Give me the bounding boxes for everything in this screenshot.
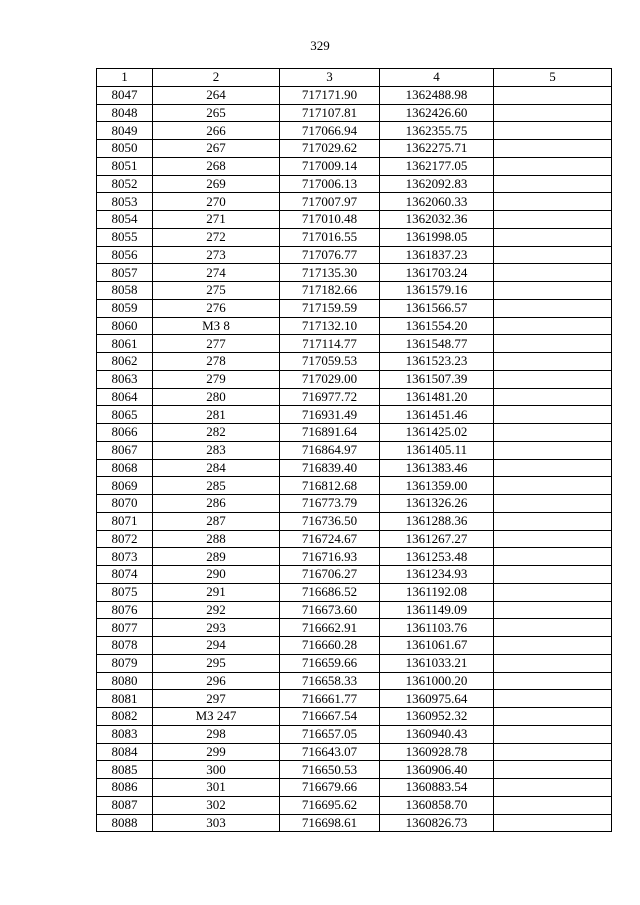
column-header-4: 4 — [380, 69, 494, 87]
y-coordinate-cell: 1360928.78 — [380, 743, 494, 761]
table-row — [97, 264, 612, 282]
y-coordinate-cell: 1361103.76 — [380, 619, 494, 637]
table-row — [97, 725, 612, 743]
point-number-cell: 8088 — [97, 814, 153, 832]
point-number-cell: 8052 — [97, 175, 153, 193]
point-id-cell: 300 — [153, 761, 280, 779]
point-id-cell: 282 — [153, 424, 280, 442]
point-number-cell: 8072 — [97, 530, 153, 548]
point-number-cell: 8085 — [97, 761, 153, 779]
table-row — [97, 317, 612, 335]
point-id-cell: 268 — [153, 157, 280, 175]
y-coordinate-cell: 1361000.20 — [380, 672, 494, 690]
note-cell — [494, 317, 612, 335]
y-coordinate-cell: 1362177.05 — [380, 157, 494, 175]
y-coordinate-cell: 1360858.70 — [380, 796, 494, 814]
table-row — [97, 246, 612, 264]
point-number-cell: 8058 — [97, 282, 153, 300]
point-id-cell: 266 — [153, 122, 280, 140]
y-coordinate-cell: 1362275.71 — [380, 140, 494, 158]
y-coordinate-cell: 1360975.64 — [380, 690, 494, 708]
table-row — [97, 282, 612, 300]
x-coordinate-cell: 716662.91 — [280, 619, 380, 637]
table-row — [97, 86, 612, 104]
x-coordinate-cell: 717029.62 — [280, 140, 380, 158]
table-row — [97, 104, 612, 122]
x-coordinate-cell: 717009.14 — [280, 157, 380, 175]
y-coordinate-cell: 1361566.57 — [380, 299, 494, 317]
table-row — [97, 583, 612, 601]
point-id-cell: 279 — [153, 370, 280, 388]
note-cell — [494, 477, 612, 495]
point-id-cell: 278 — [153, 353, 280, 371]
point-number-cell: 8053 — [97, 193, 153, 211]
note-cell — [494, 495, 612, 513]
y-coordinate-cell: 1361033.21 — [380, 654, 494, 672]
note-cell — [494, 122, 612, 140]
note-cell — [494, 424, 612, 442]
note-cell — [494, 228, 612, 246]
point-number-cell: 8054 — [97, 211, 153, 229]
point-id-cell: 281 — [153, 406, 280, 424]
note-cell — [494, 211, 612, 229]
table-row — [97, 459, 612, 477]
x-coordinate-cell: 716977.72 — [280, 388, 380, 406]
note-cell — [494, 619, 612, 637]
point-id-cell: 274 — [153, 264, 280, 282]
table-row — [97, 637, 612, 655]
note-cell — [494, 246, 612, 264]
x-coordinate-cell: 716661.77 — [280, 690, 380, 708]
point-id-cell: 298 — [153, 725, 280, 743]
point-id-cell: 270 — [153, 193, 280, 211]
y-coordinate-cell: 1362060.33 — [380, 193, 494, 211]
y-coordinate-cell: 1362032.36 — [380, 211, 494, 229]
note-cell — [494, 548, 612, 566]
y-coordinate-cell: 1361405.11 — [380, 441, 494, 459]
note-cell — [494, 566, 612, 584]
table-row — [97, 299, 612, 317]
coordinates-table — [96, 68, 612, 832]
table-row — [97, 122, 612, 140]
note-cell — [494, 743, 612, 761]
y-coordinate-cell: 1361326.26 — [380, 495, 494, 513]
x-coordinate-cell: 716660.28 — [280, 637, 380, 655]
note-cell — [494, 86, 612, 104]
table-row — [97, 477, 612, 495]
x-coordinate-cell: 716724.67 — [280, 530, 380, 548]
table-row — [97, 566, 612, 584]
y-coordinate-cell: 1361359.00 — [380, 477, 494, 495]
y-coordinate-cell: 1361383.46 — [380, 459, 494, 477]
y-coordinate-cell: 1361253.48 — [380, 548, 494, 566]
header-row — [97, 69, 612, 87]
table-row — [97, 708, 612, 726]
point-id-cell: 286 — [153, 495, 280, 513]
x-coordinate-cell: 716659.66 — [280, 654, 380, 672]
x-coordinate-cell: 717159.59 — [280, 299, 380, 317]
y-coordinate-cell: 1361579.16 — [380, 282, 494, 300]
note-cell — [494, 264, 612, 282]
y-coordinate-cell: 1362426.60 — [380, 104, 494, 122]
point-number-cell: 8079 — [97, 654, 153, 672]
table-row — [97, 140, 612, 158]
table-body — [97, 86, 612, 832]
y-coordinate-cell: 1362355.75 — [380, 122, 494, 140]
point-id-cell: МЗ 8 — [153, 317, 280, 335]
point-number-cell: 8078 — [97, 637, 153, 655]
point-id-cell: 297 — [153, 690, 280, 708]
point-id-cell: 283 — [153, 441, 280, 459]
point-number-cell: 8066 — [97, 424, 153, 442]
table-row — [97, 388, 612, 406]
y-coordinate-cell: 1361061.67 — [380, 637, 494, 655]
point-number-cell: 8062 — [97, 353, 153, 371]
x-coordinate-cell: 717007.97 — [280, 193, 380, 211]
x-coordinate-cell: 716839.40 — [280, 459, 380, 477]
note-cell — [494, 725, 612, 743]
table-row — [97, 743, 612, 761]
point-id-cell: 264 — [153, 86, 280, 104]
y-coordinate-cell: 1360883.54 — [380, 779, 494, 797]
column-header-2: 2 — [153, 69, 280, 87]
point-number-cell: 8060 — [97, 317, 153, 335]
point-number-cell: 8069 — [97, 477, 153, 495]
point-id-cell: 290 — [153, 566, 280, 584]
table-row — [97, 424, 612, 442]
point-id-cell: 292 — [153, 601, 280, 619]
point-number-cell: 8055 — [97, 228, 153, 246]
point-number-cell: 8056 — [97, 246, 153, 264]
point-number-cell: 8083 — [97, 725, 153, 743]
x-coordinate-cell: 716891.64 — [280, 424, 380, 442]
point-number-cell: 8071 — [97, 512, 153, 530]
note-cell — [494, 441, 612, 459]
point-id-cell: 294 — [153, 637, 280, 655]
y-coordinate-cell: 1362092.83 — [380, 175, 494, 193]
table-row — [97, 601, 612, 619]
x-coordinate-cell: 716706.27 — [280, 566, 380, 584]
column-header-5: 5 — [494, 69, 612, 87]
point-id-cell: 276 — [153, 299, 280, 317]
y-coordinate-cell: 1361234.93 — [380, 566, 494, 584]
point-number-cell: 8084 — [97, 743, 153, 761]
y-coordinate-cell: 1360906.40 — [380, 761, 494, 779]
y-coordinate-cell: 1360940.43 — [380, 725, 494, 743]
table-row — [97, 530, 612, 548]
table-row — [97, 672, 612, 690]
x-coordinate-cell: 716679.66 — [280, 779, 380, 797]
y-coordinate-cell: 1361703.24 — [380, 264, 494, 282]
x-coordinate-cell: 716650.53 — [280, 761, 380, 779]
point-number-cell: 8080 — [97, 672, 153, 690]
point-id-cell: 301 — [153, 779, 280, 797]
point-id-cell: 277 — [153, 335, 280, 353]
table-row — [97, 441, 612, 459]
x-coordinate-cell: 717107.81 — [280, 104, 380, 122]
y-coordinate-cell: 1361267.27 — [380, 530, 494, 548]
point-id-cell: 267 — [153, 140, 280, 158]
point-id-cell: 288 — [153, 530, 280, 548]
x-coordinate-cell: 716773.79 — [280, 495, 380, 513]
point-number-cell: 8050 — [97, 140, 153, 158]
point-number-cell: 8077 — [97, 619, 153, 637]
point-id-cell: 303 — [153, 814, 280, 832]
note-cell — [494, 388, 612, 406]
x-coordinate-cell: 717171.90 — [280, 86, 380, 104]
table-row — [97, 335, 612, 353]
point-number-cell: 8087 — [97, 796, 153, 814]
note-cell — [494, 140, 612, 158]
note-cell — [494, 530, 612, 548]
point-number-cell: 8073 — [97, 548, 153, 566]
page-number: 329 — [310, 38, 330, 53]
point-id-cell: 285 — [153, 477, 280, 495]
point-number-cell: 8070 — [97, 495, 153, 513]
x-coordinate-cell: 716931.49 — [280, 406, 380, 424]
table-row — [97, 654, 612, 672]
x-coordinate-cell: 717029.00 — [280, 370, 380, 388]
point-number-cell: 8065 — [97, 406, 153, 424]
note-cell — [494, 690, 612, 708]
table-row — [97, 690, 612, 708]
note-cell — [494, 157, 612, 175]
note-cell — [494, 193, 612, 211]
note-cell — [494, 175, 612, 193]
point-number-cell: 8067 — [97, 441, 153, 459]
y-coordinate-cell: 1361288.36 — [380, 512, 494, 530]
x-coordinate-cell: 717132.10 — [280, 317, 380, 335]
note-cell — [494, 370, 612, 388]
note-cell — [494, 708, 612, 726]
point-number-cell: 8068 — [97, 459, 153, 477]
point-id-cell: 293 — [153, 619, 280, 637]
point-number-cell: 8048 — [97, 104, 153, 122]
note-cell — [494, 779, 612, 797]
point-id-cell: 273 — [153, 246, 280, 264]
x-coordinate-cell: 716667.54 — [280, 708, 380, 726]
table-row — [97, 814, 612, 832]
table-row — [97, 353, 612, 371]
note-cell — [494, 406, 612, 424]
note-cell — [494, 282, 612, 300]
x-coordinate-cell: 716698.61 — [280, 814, 380, 832]
point-number-cell: 8051 — [97, 157, 153, 175]
table-row — [97, 796, 612, 814]
table-row — [97, 228, 612, 246]
x-coordinate-cell: 717076.77 — [280, 246, 380, 264]
note-cell — [494, 601, 612, 619]
table-row — [97, 406, 612, 424]
x-coordinate-cell: 716736.50 — [280, 512, 380, 530]
point-id-cell: 289 — [153, 548, 280, 566]
y-coordinate-cell: 1360952.32 — [380, 708, 494, 726]
point-number-cell: 8074 — [97, 566, 153, 584]
table-row — [97, 495, 612, 513]
point-id-cell: 271 — [153, 211, 280, 229]
y-coordinate-cell: 1361192.08 — [380, 583, 494, 601]
x-coordinate-cell: 717016.55 — [280, 228, 380, 246]
note-cell — [494, 353, 612, 371]
note-cell — [494, 672, 612, 690]
table-row — [97, 370, 612, 388]
note-cell — [494, 761, 612, 779]
table-row — [97, 619, 612, 637]
x-coordinate-cell: 717006.13 — [280, 175, 380, 193]
point-id-cell: 265 — [153, 104, 280, 122]
x-coordinate-cell: 716716.93 — [280, 548, 380, 566]
x-coordinate-cell: 717182.66 — [280, 282, 380, 300]
point-id-cell: 269 — [153, 175, 280, 193]
x-coordinate-cell: 716864.97 — [280, 441, 380, 459]
point-number-cell: 8057 — [97, 264, 153, 282]
y-coordinate-cell: 1361998.05 — [380, 228, 494, 246]
point-number-cell: 8059 — [97, 299, 153, 317]
x-coordinate-cell: 716658.33 — [280, 672, 380, 690]
note-cell — [494, 814, 612, 832]
note-cell — [494, 654, 612, 672]
column-header-1: 1 — [97, 69, 153, 87]
table-row — [97, 175, 612, 193]
note-cell — [494, 637, 612, 655]
table-row — [97, 548, 612, 566]
table-row — [97, 761, 612, 779]
point-id-cell: 302 — [153, 796, 280, 814]
point-id-cell: 272 — [153, 228, 280, 246]
point-id-cell: 295 — [153, 654, 280, 672]
x-coordinate-cell: 717114.77 — [280, 335, 380, 353]
y-coordinate-cell: 1361451.46 — [380, 406, 494, 424]
point-number-cell: 8075 — [97, 583, 153, 601]
x-coordinate-cell: 717010.48 — [280, 211, 380, 229]
column-header-3: 3 — [280, 69, 380, 87]
note-cell — [494, 459, 612, 477]
table-row — [97, 211, 612, 229]
point-id-cell: 275 — [153, 282, 280, 300]
x-coordinate-cell: 716643.07 — [280, 743, 380, 761]
point-id-cell: 291 — [153, 583, 280, 601]
y-coordinate-cell: 1361425.02 — [380, 424, 494, 442]
x-coordinate-cell: 716695.62 — [280, 796, 380, 814]
point-id-cell: 280 — [153, 388, 280, 406]
point-number-cell: 8082 — [97, 708, 153, 726]
point-number-cell: 8064 — [97, 388, 153, 406]
x-coordinate-cell: 717066.94 — [280, 122, 380, 140]
point-number-cell: 8049 — [97, 122, 153, 140]
y-coordinate-cell: 1361149.09 — [380, 601, 494, 619]
point-number-cell: 8086 — [97, 779, 153, 797]
x-coordinate-cell: 716673.60 — [280, 601, 380, 619]
y-coordinate-cell: 1362488.98 — [380, 86, 494, 104]
note-cell — [494, 583, 612, 601]
point-number-cell: 8047 — [97, 86, 153, 104]
point-number-cell: 8076 — [97, 601, 153, 619]
table-row — [97, 157, 612, 175]
point-number-cell: 8081 — [97, 690, 153, 708]
point-number-cell: 8061 — [97, 335, 153, 353]
x-coordinate-cell: 716812.68 — [280, 477, 380, 495]
note-cell — [494, 796, 612, 814]
point-id-cell: МЗ 247 — [153, 708, 280, 726]
note-cell — [494, 299, 612, 317]
table-row — [97, 512, 612, 530]
note-cell — [494, 512, 612, 530]
y-coordinate-cell: 1361523.23 — [380, 353, 494, 371]
point-id-cell: 284 — [153, 459, 280, 477]
x-coordinate-cell: 716657.05 — [280, 725, 380, 743]
table-header — [97, 69, 612, 87]
y-coordinate-cell: 1361507.39 — [380, 370, 494, 388]
table-row — [97, 193, 612, 211]
point-id-cell: 299 — [153, 743, 280, 761]
y-coordinate-cell: 1361837.23 — [380, 246, 494, 264]
note-cell — [494, 335, 612, 353]
point-id-cell: 296 — [153, 672, 280, 690]
x-coordinate-cell: 717135.30 — [280, 264, 380, 282]
x-coordinate-cell: 717059.53 — [280, 353, 380, 371]
note-cell — [494, 104, 612, 122]
y-coordinate-cell: 1361548.77 — [380, 335, 494, 353]
point-number-cell: 8063 — [97, 370, 153, 388]
y-coordinate-cell: 1361481.20 — [380, 388, 494, 406]
point-id-cell: 287 — [153, 512, 280, 530]
y-coordinate-cell: 1360826.73 — [380, 814, 494, 832]
y-coordinate-cell: 1361554.20 — [380, 317, 494, 335]
x-coordinate-cell: 716686.52 — [280, 583, 380, 601]
table-row — [97, 779, 612, 797]
